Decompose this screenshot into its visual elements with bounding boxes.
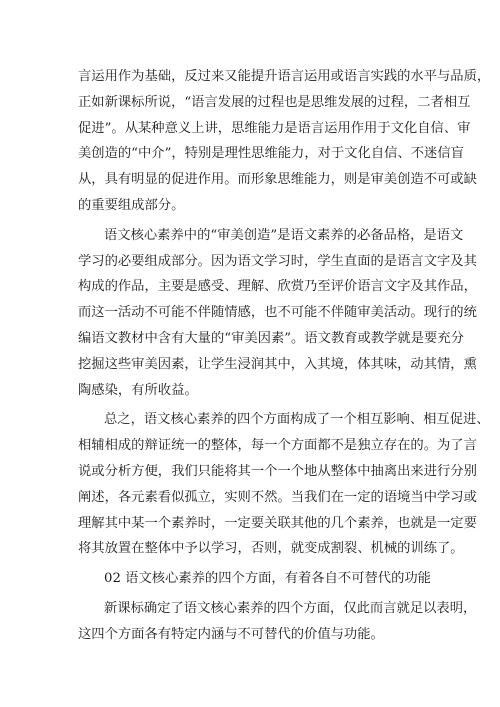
text-line: 挖掘这些审美因素，让学生浸润其中，入其境，体其味，动其情，熏: [78, 356, 477, 372]
text-line: 言运用作为基础，反过来又能提升语言运用或语言实践的水平与品质，: [78, 69, 491, 84]
text-line: 而这一活动不可能不伴随情感，也不可能不伴随审美活动。现行的统: [78, 305, 477, 321]
text-line: 将其放置在整体中予以学习，否则，就变成割裂、机械的训练了。: [78, 541, 464, 557]
text-line: 理解其中某一个素养时，一定要关联其他的几个素养，也就是一定要: [78, 515, 477, 531]
text-line: 美创造的“中介”，特别是理性思维能力，对于文化自信、不迷信盲: [78, 146, 464, 162]
text-line: 新课标确定了语文核心素养的四个方面，仅此而言就足以表明，: [104, 600, 477, 616]
text-line: 促进”。从某种意义上讲，思维能力是语言运用作用于文化自信、审: [78, 120, 471, 136]
paragraph-5: [78, 596, 477, 648]
section-heading-text: 02 语文核心素养的四个方面，有着各自不可替代的功能: [104, 571, 431, 587]
paragraph-2: [78, 223, 477, 404]
text-line: 构成的作品，主要是感受、理解、欣赏乃至评价语言文字及其作品，: [78, 279, 477, 295]
text-line: 正如新课标所说，“语言发展的过程也是思维发展的过程，二者相互: [78, 94, 471, 110]
text-line: 学习的必要组成部分。因为语文学习时，学生直面的是语言文字及其: [78, 253, 477, 269]
text-line: 从，具有明显的促进作用。而形象思维能力，则是审美创造不可或缺: [78, 172, 477, 188]
text-line: 阐述，各元素看似孤立，实则不然。当我们在一定的语境当中学习或: [78, 489, 477, 505]
text-line: 相辅相成的辩证统一的整体，每一个方面都不是独立存在的。为了言: [78, 438, 477, 454]
text-line: 语文核心素养中的“审美创造”是语文素养的必备品格，是语文: [104, 227, 464, 243]
text-line: 编语文教材中含有大量的“审美因素”。语文教育或教学就是要充分: [78, 330, 464, 346]
section-heading: [78, 566, 440, 592]
paragraph-3: [78, 407, 490, 562]
text-line: 说或分析方便，我们只能将其一个一个地从整体中抽离出来进行分别: [78, 463, 477, 479]
text-line: 的重要组成部分。: [78, 197, 185, 213]
paragraph-1: [78, 64, 491, 219]
text-line: 总之，语文核心素养的四个方面构成了一个相互影响、相互促进、: [104, 412, 490, 428]
document-body: [78, 64, 491, 648]
text-line: 这四个方面各有特定内涵与不可替代的价值与功能。: [78, 626, 384, 642]
text-line: 陶感染，有所收益。: [78, 382, 198, 398]
